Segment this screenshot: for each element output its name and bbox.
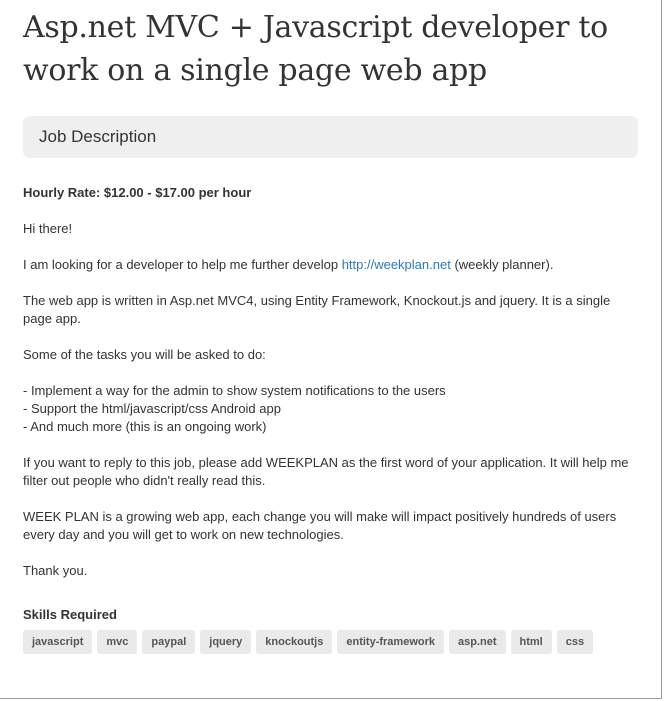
tasks-list [23, 382, 638, 436]
task-item: - Implement a way for the admin to show system notifications to the users [23, 383, 446, 398]
skill-tag-html[interactable]: html [511, 630, 552, 654]
task-item: - Support the html/javascript/css Android app [23, 401, 281, 416]
weekplan-link[interactable]: http://weekplan.net [341, 257, 451, 272]
skill-tag-paypal[interactable]: paypal [142, 630, 195, 654]
job-description-header [23, 116, 638, 158]
skill-tag-css[interactable]: css [557, 630, 593, 654]
tasks-intro: Some of the tasks you will be asked to do: [23, 347, 266, 362]
skill-tag-aspnet[interactable]: asp.net [449, 630, 506, 654]
growth-paragraph: WEEK PLAN is a growing web app, each change you will make will impact positively hundreds of users every day and you will get to work on new technologies. [23, 509, 617, 542]
apply-paragraph: If you want to reply to this job, please add WEEKPLAN as the first word of your application. It will help me filter out people who didn't really read this. [23, 455, 629, 488]
skill-tag-jquery[interactable]: jquery [200, 630, 251, 654]
intro-text-after: (weekly planner). [450, 257, 554, 272]
task-item: - And much more (this is an ongoing work) [23, 419, 267, 434]
job-title-line-1: Asp.net MVC + Javascript developer to [23, 10, 608, 45]
skills-required-heading: Skills Required [23, 607, 117, 622]
hourly-rate: Hourly Rate: $12.00 - $17.00 per hour [23, 185, 252, 200]
job-description-header-label: Job Description [39, 127, 157, 146]
skill-tag-javascript[interactable]: javascript [23, 630, 92, 654]
job-title-line-2: work on a single page web app [23, 53, 487, 88]
skill-tag-knockoutjs[interactable]: knockoutjs [256, 630, 332, 654]
skill-tag-mvc[interactable]: mvc [97, 630, 137, 654]
job-description-body [23, 184, 638, 580]
greeting-text: Hi there! [23, 221, 73, 236]
thanks-text: Thank you. [23, 563, 88, 578]
intro-text-before: I am looking for a developer to help me further develop [23, 257, 342, 272]
skill-tag-entity-framework[interactable]: entity-framework [337, 630, 444, 654]
intro-paragraph [23, 256, 638, 274]
skills-tag-list [23, 630, 638, 654]
job-title [23, 0, 638, 92]
job-content [23, 0, 638, 654]
tech-paragraph: The web app is written in Asp.net MVC4, using Entity Framework, Knockout.js and jquery. It is a single page app. [23, 293, 611, 326]
